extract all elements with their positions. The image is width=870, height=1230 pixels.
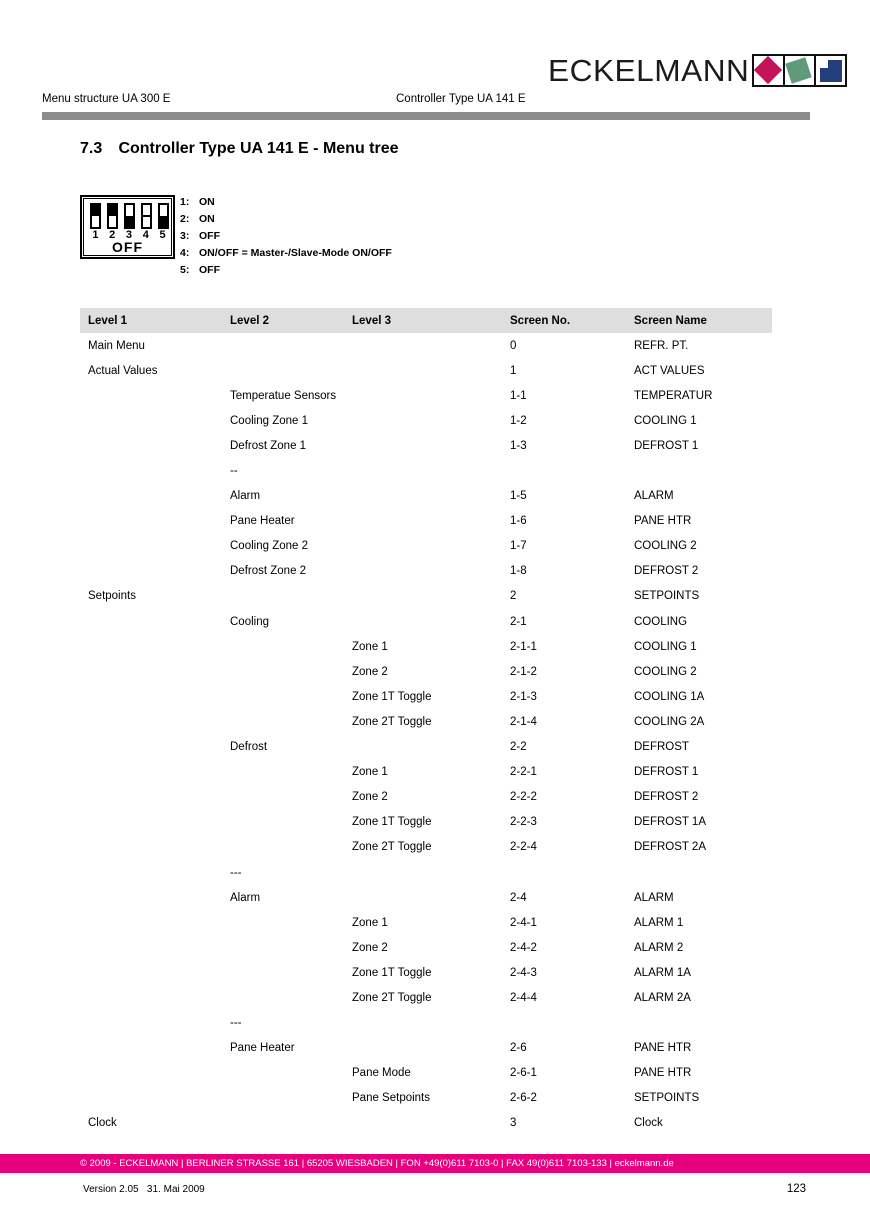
table-cell: Actual Values [88,364,158,377]
table-cell: 2-1-2 [510,665,537,678]
table-row [80,835,772,860]
dip-switch-5 [158,203,169,229]
table-row [80,960,772,985]
table-cell: Pane Heater [230,1042,295,1055]
table-cell: 2-4-1 [510,916,537,929]
dip-legend-text: OFF [199,264,220,276]
dip-legend-num: 2: [180,213,190,225]
table-row [80,684,772,709]
dip-switch-number-5: 5 [159,229,166,241]
table-cell: DEFROST 1 [634,439,699,452]
table-cell: COOLING 1 [634,640,697,653]
table-cell: 1-8 [510,565,527,578]
table-cell: DEFROST 1 [634,766,699,779]
table-row [80,735,772,760]
table-row [80,609,772,634]
dip-legend-row-1 [180,197,392,207]
table-cell: 2-2 [510,741,527,754]
dip-legend-row-5 [180,265,392,275]
table-cell: 2-4-3 [510,966,537,979]
table-cell: 0 [510,339,517,352]
table-cell: PANE HTR [634,1042,692,1055]
dip-switch-4 [141,203,152,229]
table-row [80,333,772,358]
table-cell: Pane Mode [352,1067,411,1080]
dip-switch-3 [124,203,135,229]
table-cell: Zone 2 [352,791,388,804]
logo-wordmark: ECKELMANN [548,52,750,88]
table-row [80,760,772,785]
dip-switch-inner-frame [83,198,172,256]
running-header-left: Menu structure UA 300 E [42,93,171,105]
table-cell: 2-2-4 [510,841,537,854]
table-row [80,534,772,559]
dip-switch-diagram [80,195,175,259]
table-row [80,358,772,383]
logo-box-1 [752,54,785,87]
table-body [80,333,772,1136]
table-cell: PANE HTR [634,1067,692,1080]
dip-switch-row [84,199,171,229]
table-cell: Zone 1 [352,766,388,779]
dip-switch-legend [180,197,392,282]
footer-copyright: © 2009 - ECKELMANN | BERLINER STRASSE 161 | 65205 WIESBADEN | FON +49(0)611 7103-0 | FAX 49(0)611 7103-133 | eckelmann.de [80,1158,674,1169]
table-row [80,584,772,609]
table-cell: Zone 2T Toggle [352,991,432,1004]
column-header: Level 3 [352,314,391,327]
table-cell: 2-6-2 [510,1092,537,1105]
logo-green-square-icon [786,57,812,83]
table-cell: Clock [88,1117,117,1130]
table-cell: -- [230,465,238,478]
table-cell: COOLING 2 [634,665,697,678]
dip-switch-number-3: 3 [125,229,133,241]
table-row [80,1036,772,1061]
table-row [80,433,772,458]
table-row [80,659,772,684]
table-cell: COOLING 1 [634,414,697,427]
eckelmann-logo [548,54,847,87]
dip-legend-num: 4: [180,247,190,259]
table-cell: Zone 1 [352,640,388,653]
table-cell: TEMPERATUR [634,389,713,402]
dip-legend-text: ON [199,213,215,225]
table-cell: --- [230,1017,242,1030]
table-row [80,484,772,509]
table-row [80,1111,772,1136]
table-cell: 2-6 [510,1042,527,1055]
dip-legend-num: 3: [180,230,190,242]
table-cell: 1-3 [510,439,527,452]
table-cell: Cooling [230,615,269,628]
dip-switch-number-2: 2 [109,229,116,241]
table-cell: Zone 2T Toggle [352,715,432,728]
dip-legend-row-4 [180,248,392,258]
table-cell: Zone 2T Toggle [352,841,432,854]
table-header-row [80,308,772,333]
logo-magenta-diamond-icon [754,56,782,84]
table-cell: DEFROST 1A [634,816,706,829]
dip-legend-text: ON/OFF = Master-/Slave-Mode ON/OFF [199,247,392,259]
table-cell: COOLING 2A [634,715,705,728]
table-cell: 1-2 [510,414,527,427]
table-cell: Cooling Zone 1 [230,414,308,427]
table-cell: 2-1-4 [510,715,537,728]
table-cell: DEFROST 2 [634,565,699,578]
table-cell: COOLING 2 [634,540,697,553]
table-cell: ALARM [634,490,674,503]
footer-bar [0,1154,870,1173]
logo-blue-square-icon [820,60,842,82]
table-cell: SETPOINTS [634,590,700,603]
table-cell: 2 [510,590,517,603]
table-cell: REFR. PT. [634,339,689,352]
running-header-right: Controller Type UA 141 E [396,93,526,105]
logo-box-3 [814,54,847,87]
table-row [80,559,772,584]
column-header: Screen No. [510,314,571,327]
table-cell: COOLING 1A [634,690,705,703]
table-row [80,910,772,935]
column-header: Level 2 [230,314,269,327]
table-cell: 2-4-4 [510,991,537,1004]
dip-off-label: OFF [112,239,143,255]
dip-legend-num: 5: [180,264,190,276]
table-cell: 2-1 [510,615,527,628]
table-cell: Defrost [230,741,268,754]
table-row [80,458,772,483]
table-row [80,935,772,960]
table-cell: Zone 1T Toggle [352,966,432,979]
table-row [80,985,772,1010]
dip-legend-num: 1: [180,196,190,208]
table-cell: PANE HTR [634,515,692,528]
table-cell: Defrost Zone 2 [230,565,307,578]
table-cell: Main Menu [88,339,145,352]
table-row [80,885,772,910]
table-cell: 3 [510,1117,517,1130]
table-cell: DEFROST 2A [634,841,706,854]
table-cell: Zone 1T Toggle [352,816,432,829]
table-row [80,785,772,810]
table-cell: Pane Heater [230,515,295,528]
dip-legend-row-3 [180,231,392,241]
footer-meta [83,1183,806,1195]
table-cell: ALARM 2A [634,991,691,1004]
table-cell: 2-4 [510,891,527,904]
table-cell: Temperatue Sensors [230,389,337,402]
table-cell: DEFROST 2 [634,791,699,804]
version-label: Version 2.05 31. Mai 2009 [83,1184,205,1195]
logo-box-2 [783,54,816,87]
dip-switch-number-1: 1 [92,229,99,241]
table-row [80,383,772,408]
table-cell: 2-2-2 [510,791,537,804]
table-cell: Alarm [230,490,261,503]
logo-blue-notch [820,60,828,68]
table-cell: 1 [510,364,517,377]
table-cell: SETPOINTS [634,1092,700,1105]
running-header [0,93,870,107]
table-cell: DEFROST [634,741,689,754]
table-row [80,810,772,835]
section-title-text: Controller Type UA 141 E - Menu tree [118,140,399,157]
table-cell: Alarm [230,891,261,904]
table-cell: 2-4-2 [510,941,537,954]
table-cell: 1-7 [510,540,527,553]
table-cell: ALARM 2 [634,941,684,954]
table-cell: ALARM 1 [634,916,684,929]
table-cell: 2-1-3 [510,690,537,703]
table-cell: 1-5 [510,490,527,503]
table-row [80,408,772,433]
table-row [80,709,772,734]
header-divider-bar [42,112,810,120]
logo-mark [754,54,847,87]
table-cell: 1-6 [510,515,527,528]
dip-legend-row-2 [180,214,392,224]
table-cell: Zone 2 [352,941,388,954]
dip-switch-1 [90,203,101,229]
table-cell: ACT VALUES [634,364,705,377]
table-cell: Pane Setpoints [352,1092,431,1105]
table-cell: 2-2-1 [510,766,537,779]
table-cell: COOLING [634,615,688,628]
page-number: 123 [786,1183,806,1195]
table-cell: Cooling Zone 2 [230,540,308,553]
table-row [80,1061,772,1086]
column-header: Screen Name [634,314,707,327]
dip-legend-text: ON [199,196,215,208]
table-cell: --- [230,866,242,879]
table-cell: ALARM [634,891,674,904]
table-cell: 2-2-3 [510,816,537,829]
dip-legend-text: OFF [199,230,220,242]
table-cell: Setpoints [88,590,136,603]
column-header: Level 1 [88,314,127,327]
table-cell: Zone 1 [352,916,388,929]
table-row [80,509,772,534]
table-row [80,1011,772,1036]
menu-tree-table [80,308,772,1136]
dip-switch-2 [107,203,118,229]
table-row [80,634,772,659]
table-cell: Clock [634,1117,663,1130]
table-cell: 2-6-1 [510,1067,537,1080]
table-cell: 1-1 [510,389,527,402]
table-cell: Defrost Zone 1 [230,439,307,452]
section-title [80,140,399,158]
table-row [80,860,772,885]
table-row [80,1086,772,1111]
dip-switch-number-4: 4 [142,229,149,241]
table-cell: ALARM 1A [634,966,691,979]
section-number: 7.3 [80,140,103,157]
table-cell: Zone 1T Toggle [352,690,432,703]
table-cell: 2-1-1 [510,640,537,653]
table-cell: Zone 2 [352,665,388,678]
